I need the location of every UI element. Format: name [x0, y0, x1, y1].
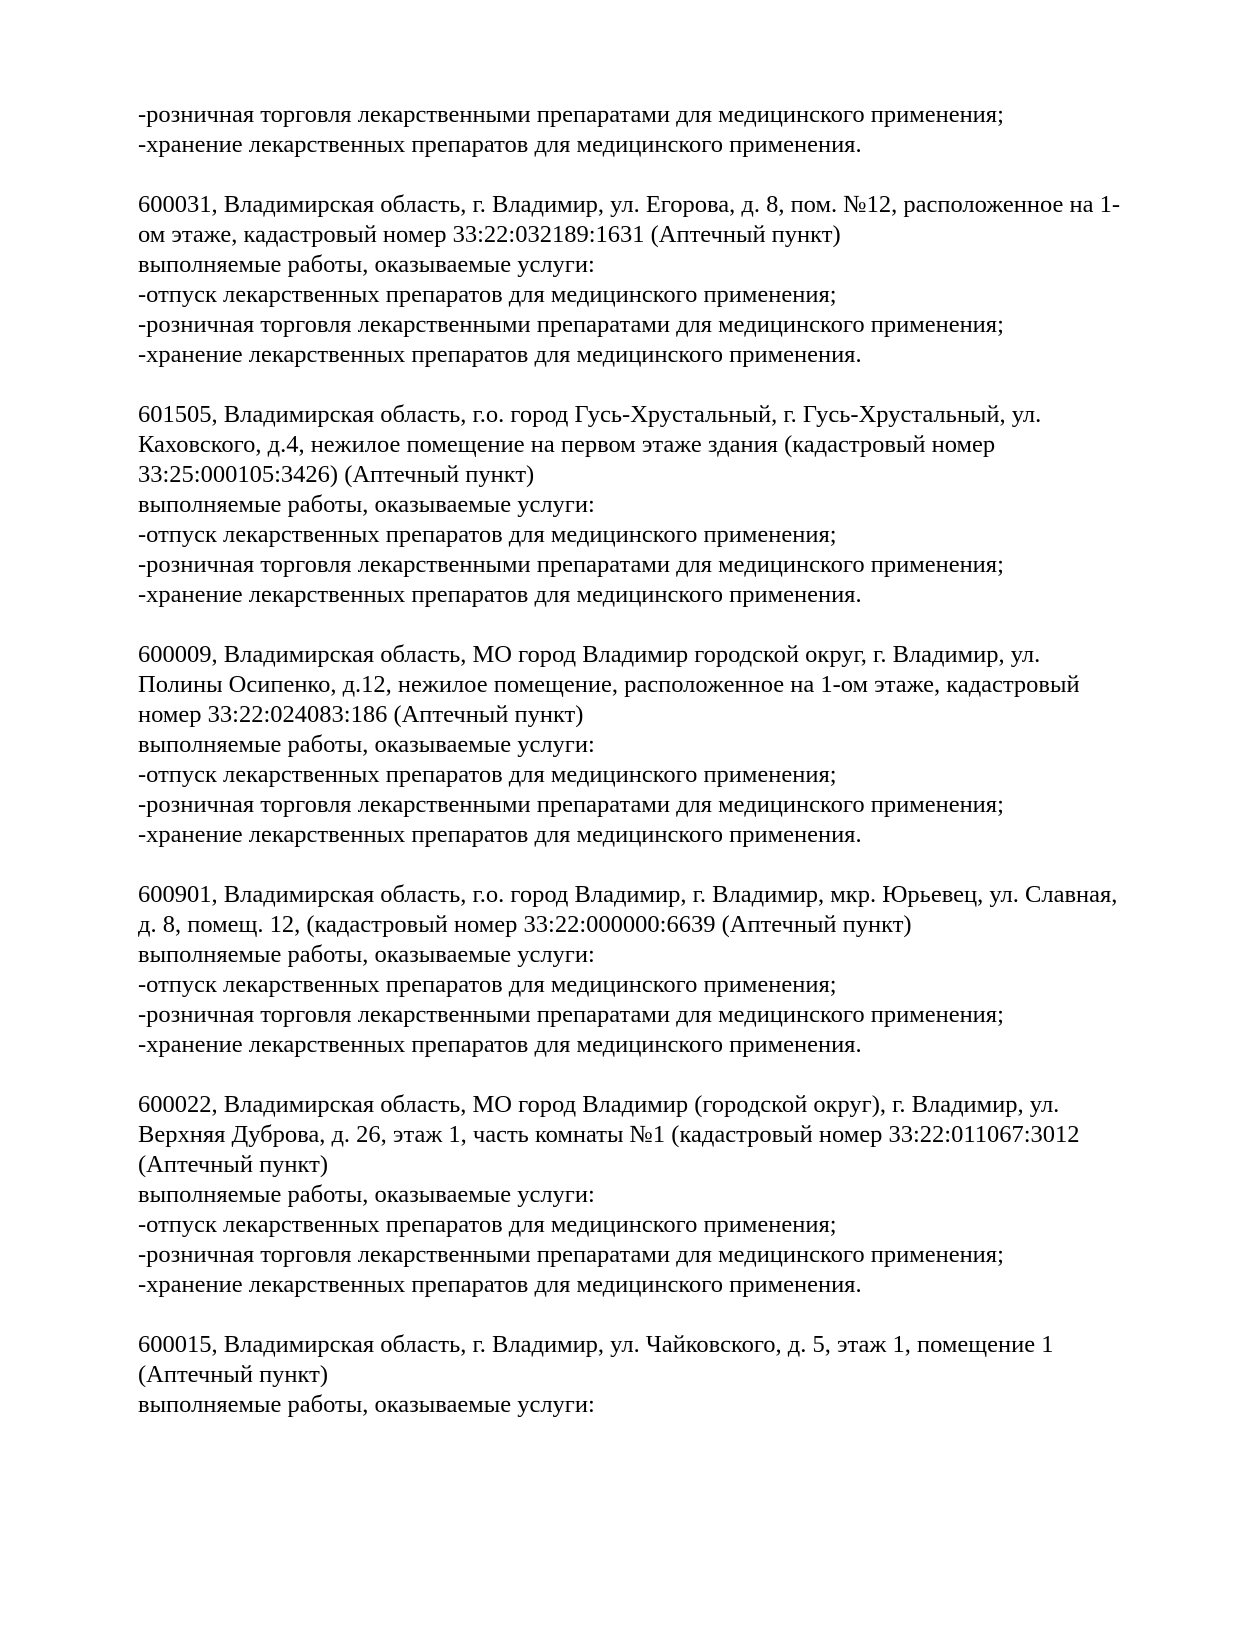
entry-address: 600015, Владимирская область, г. Владимир, ул. Чайковского, д. 5, этаж 1, помещение 1 (Аптечный пункт): [138, 1331, 1054, 1388]
entry-address: 600009, Владимирская область, МО город Владимир городской округ, г. Владимир, ул. Полины Осипенко, д.12, нежилое помещение, расположенное на 1-ом этаже, кадастровый номер 33:22:024083:186 (Аптечный пункт): [138, 641, 1080, 728]
service-line: -розничная торговля лекарственными препаратами для медицинского применения;: [138, 1001, 1004, 1028]
service-line: -отпуск лекарственных препаратов для медицинского применения;: [138, 971, 837, 998]
service-line: -отпуск лекарственных препаратов для медицинского применения;: [138, 521, 837, 548]
license-site-entry: [138, 640, 1123, 850]
service-line: -розничная торговля лекарственными препаратами для медицинского применения;: [138, 1241, 1004, 1268]
license-site-entry: [138, 1090, 1123, 1300]
license-site-entry: [138, 190, 1123, 370]
entry-services-label: выполняемые работы, оказываемые услуги:: [138, 491, 595, 518]
entry-address: 600901, Владимирская область, г.о. город Владимир, г. Владимир, мкр. Юрьевец, ул. Славная, д. 8, помещ. 12, (кадастровый номер 33:22:000000:6639 (Аптечный пункт): [138, 881, 1118, 938]
service-line: -розничная торговля лекарственными препаратами для медицинского применения;: [138, 311, 1004, 338]
service-line: -хранение лекарственных препаратов для медицинского применения.: [138, 1031, 862, 1058]
service-line: -розничная торговля лекарственными препаратами для медицинского применения;: [138, 791, 1004, 818]
continued-services-block: [138, 100, 1123, 160]
entry-services-label: выполняемые работы, оказываемые услуги:: [138, 1181, 595, 1208]
entry-address: 600022, Владимирская область, МО город Владимир (городской округ), г. Владимир, ул. Верхняя Дуброва, д. 26, этаж 1, часть комнаты №1 (кадастровый номер 33:22:011067:3012 (Аптечный пункт): [138, 1091, 1080, 1178]
service-line: -хранение лекарственных препаратов для медицинского применения.: [138, 1271, 862, 1298]
license-site-entry: [138, 400, 1123, 610]
license-site-entry: [138, 880, 1123, 1060]
service-line: -отпуск лекарственных препаратов для медицинского применения;: [138, 1211, 837, 1238]
entry-services-label: выполняемые работы, оказываемые услуги:: [138, 1391, 595, 1418]
service-line: -хранение лекарственных препаратов для медицинского применения.: [138, 131, 862, 158]
license-site-entry: [138, 1330, 1123, 1420]
service-line: -розничная торговля лекарственными препаратами для медицинского применения;: [138, 101, 1004, 128]
entry-services-label: выполняемые работы, оказываемые услуги:: [138, 731, 595, 758]
service-line: -хранение лекарственных препаратов для медицинского применения.: [138, 821, 862, 848]
document-content: [138, 100, 1123, 1450]
service-line: -хранение лекарственных препаратов для медицинского применения.: [138, 581, 862, 608]
entry-address: 600031, Владимирская область, г. Владимир, ул. Егорова, д. 8, пом. №12, расположенное на 1-ом этаже, кадастровый номер 33:22:032189:1631 (Аптечный пункт): [138, 191, 1121, 248]
entry-address: 601505, Владимирская область, г.о. город Гусь-Хрустальный, г. Гусь-Хрустальный, ул. Каховского, д.4, нежилое помещение на первом этаже здания (кадастровый номер 33:25:000105:3426) (Аптечный пункт): [138, 401, 1042, 488]
entry-services-label: выполняемые работы, оказываемые услуги:: [138, 941, 595, 968]
service-line: -хранение лекарственных препаратов для медицинского применения.: [138, 341, 862, 368]
service-line: -розничная торговля лекарственными препаратами для медицинского применения;: [138, 551, 1004, 578]
entry-services-label: выполняемые работы, оказываемые услуги:: [138, 251, 595, 278]
service-line: -отпуск лекарственных препаратов для медицинского применения;: [138, 281, 837, 308]
service-line: -отпуск лекарственных препаратов для медицинского применения;: [138, 761, 837, 788]
